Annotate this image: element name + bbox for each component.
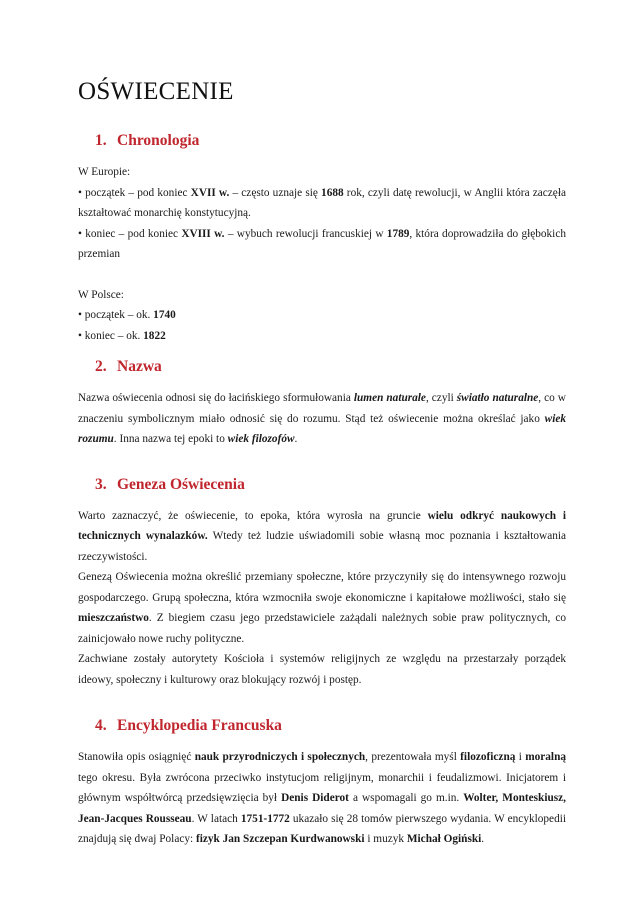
section-title: Chronologia <box>117 132 200 149</box>
text-run: i <box>515 751 526 763</box>
emphasis: 1789 <box>386 227 410 240</box>
emphasis: filozoficzną <box>460 751 516 763</box>
encyklopedia-paragraph <box>78 747 566 850</box>
emphasis: 1688 <box>321 186 344 199</box>
europe-label: W Europie: <box>78 166 131 178</box>
text-run: Stanowiła opis osiągnięć <box>78 751 195 763</box>
text-run: • początek – pod koniec <box>78 186 191 199</box>
emphasis: XVII w. <box>190 186 230 199</box>
section-nazwa <box>78 358 566 450</box>
text-run: ukazało się 28 tomów pierwszego wydania. W encyklopedii znajdują się dwaj Polacy: <box>78 812 566 845</box>
text-run: . <box>294 433 298 445</box>
section-heading-chronologia <box>78 132 566 150</box>
text-run: Nazwa oświecenia odnosi się do łacińskiego sformułowania <box>78 392 354 404</box>
emphasis: Michał Ogiński <box>406 833 482 845</box>
poland-start-item <box>78 305 566 326</box>
geneza-paragraph-1 <box>78 506 566 568</box>
emphasis: wiek filozofów <box>227 433 295 445</box>
emphasis: mieszczaństwo <box>78 612 149 624</box>
text-run: Genezą Oświecenia można określić przemiany społeczne, które przyczyniły się do intensywnego rozwoju gospodarczego. Grupą społeczna, która wzmocniła swoje ekonomiczne i kapitałowe możliwości, stało się <box>78 571 566 604</box>
poland-label: W Polsce: <box>78 288 124 301</box>
emphasis: lumen naturale <box>353 392 426 404</box>
europe-start-item <box>78 183 566 224</box>
geneza-paragraph-3: Zachwiane zostały autorytety Kościoła i systemów religijnych ze względu na przestarzały porządek ideowy, społeczny i kulturowy oraz blokujący rozwój i postęp. <box>78 653 566 686</box>
text-run: , prezentowała myśl <box>365 751 461 763</box>
section-heading-nazwa <box>78 358 566 376</box>
section-geneza <box>78 476 566 691</box>
text-run: a wspomagali go m.in. <box>348 792 464 804</box>
text-run: , czyli <box>425 392 457 404</box>
poland-end-item <box>78 326 566 347</box>
section-title: Nazwa <box>117 358 162 375</box>
section-number: 2. <box>95 358 107 375</box>
text-run: • koniec – ok. <box>78 329 144 342</box>
text-run: • początek – ok. <box>78 309 154 321</box>
section-encyklopedia <box>78 717 566 850</box>
section-title: Encyklopedia Francuska <box>117 717 282 734</box>
text-run: Warto zaznaczyć, że oświecenie, to epoka, która wyrosła na gruncie <box>78 509 428 522</box>
text-run: . Z biegiem czasu jego przedstawiciele zażądali należnych sobie praw politycznych, co zainicjowało nowe ruchy polityczne. <box>78 612 566 645</box>
page-title: OŚWIECENIE <box>78 78 234 105</box>
section-number: 3. <box>95 475 107 493</box>
emphasis: fizyk Jan Szczepan Kurdwanowski <box>195 833 365 845</box>
text-run: • koniec – pod koniec <box>78 227 182 240</box>
emphasis: Denis Diderot <box>281 792 349 804</box>
emphasis: XVIII w. <box>181 227 225 240</box>
section-title: Geneza Oświecenia <box>117 475 245 493</box>
section-number: 4. <box>95 717 107 734</box>
emphasis: Wolter, Monteskiusz, Jean-Jacques Rousseau <box>78 792 566 825</box>
emphasis: wiek rozumu <box>78 412 566 445</box>
section-heading-encyklopedia <box>78 717 566 735</box>
text-run: – wybuch rewolucji francuskiej w <box>224 227 387 240</box>
text-run: tego okresu. Była zwrócona przeciwko instytucjom religijnym, monarchii i feudalizmowi. Inicjatorem i głównym współtwórcą przedsięwzięcia był <box>78 771 566 804</box>
text-run: . W latach <box>191 812 241 825</box>
europe-end-item <box>78 224 566 265</box>
emphasis: 1751-1772 <box>240 812 290 825</box>
nazwa-paragraph <box>78 388 566 450</box>
text-run: . <box>481 833 485 845</box>
emphasis: 1822 <box>143 329 166 342</box>
text-run: – często uznaje się <box>229 186 322 199</box>
text-run: rok, czyli datę rewolucji, w Anglii która zaczęła kształtować monarchię konstytucyjną. <box>78 186 566 219</box>
text-run: , co w znaczeniu symbolicznym miało odnosić się do rozumu. Stąd też oświecenie można określać jako <box>78 392 566 425</box>
text-run: Wtedy też ludzie uświadomili sobie własną moc poznania i kształtowania rzeczywistości. <box>78 530 567 563</box>
emphasis: nauk przyrodniczych i społecznych <box>194 751 366 763</box>
text-run: , która doprowadziła do głębokich przemian <box>78 227 566 260</box>
text-run: . Inna nazwa tej epoki to <box>113 433 228 445</box>
section-heading-geneza <box>78 476 566 494</box>
text-run: i muzyk <box>364 833 407 845</box>
geneza-paragraph-2 <box>78 567 566 649</box>
emphasis: światło naturalne <box>456 392 539 404</box>
emphasis: 1740 <box>153 309 176 321</box>
section-number: 1. <box>95 132 107 149</box>
section-chronologia <box>78 132 566 346</box>
emphasis: moralną <box>525 751 566 763</box>
spacer <box>78 265 566 285</box>
emphasis: wielu odkryć naukowych i technicznych wynalazków. <box>78 509 566 542</box>
